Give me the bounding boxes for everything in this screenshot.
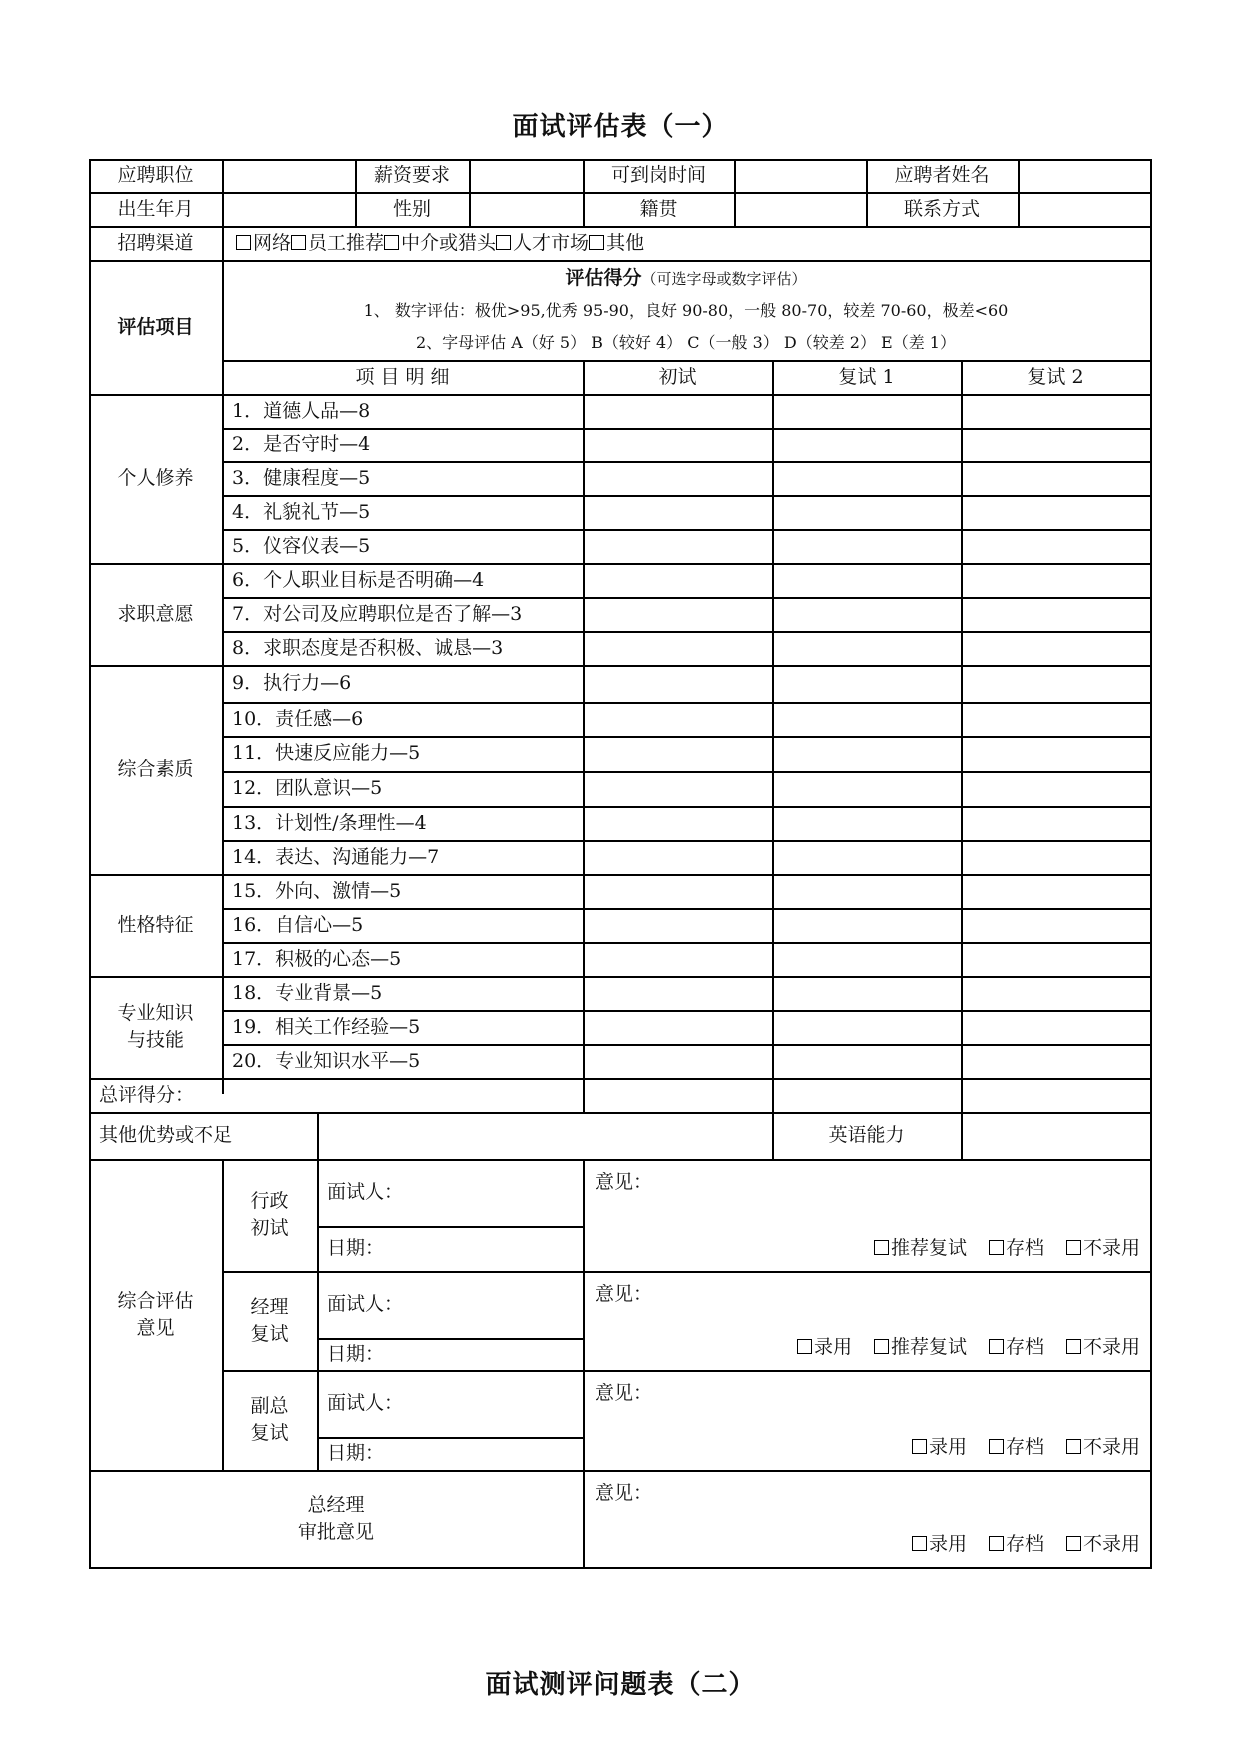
gm-approval-label (89, 1470, 583, 1567)
category-label: 综合素质 (117, 758, 194, 781)
total-third[interactable] (961, 1078, 1150, 1112)
score-cell-third[interactable] (961, 908, 1150, 942)
score-cell-third[interactable] (961, 840, 1150, 874)
date-field[interactable]: 日期： (327, 1237, 385, 1260)
item-detail: 13．计划性/条理性—4 (232, 811, 427, 834)
score-cell-second[interactable] (772, 529, 961, 563)
score-cell-first[interactable] (583, 563, 772, 597)
header-field[interactable] (222, 192, 355, 226)
category-label: 个人修养 (117, 467, 194, 490)
header-label: 联系方式 (903, 197, 980, 220)
header-field[interactable] (469, 192, 583, 226)
checkbox-icon (797, 1339, 812, 1354)
header-label: 应聘者姓名 (894, 164, 990, 187)
table-rule (583, 1078, 585, 1114)
header-field[interactable] (1018, 192, 1150, 226)
score-cell-first[interactable] (583, 874, 772, 908)
checkbox-label: 不录用 (1082, 1237, 1140, 1259)
header-field[interactable] (734, 192, 866, 226)
interviewer-field[interactable]: 面试人： (327, 1181, 404, 1204)
channel-checkbox[interactable] (236, 230, 291, 257)
score-cell-third[interactable] (961, 597, 1150, 631)
item-detail: 3．健康程度—5 (232, 466, 371, 489)
checkbox-label: 不录用 (1082, 1336, 1140, 1358)
decision-checkbox[interactable] (874, 1233, 967, 1260)
stage-label-line1: 行政 (250, 1190, 289, 1213)
item-detail: 5．仪容仪表—5 (232, 534, 371, 557)
checkbox-label: 存档 (1005, 1533, 1044, 1555)
opinion-label[interactable]: 意见： (595, 1171, 653, 1193)
stage-label (222, 1370, 317, 1470)
score-cell-first[interactable] (583, 736, 772, 771)
score-cell-first[interactable] (583, 806, 772, 840)
score-cell-second[interactable] (772, 631, 961, 665)
score-cell-first[interactable] (583, 840, 772, 874)
checkbox-icon (912, 1439, 927, 1454)
score-cell-second[interactable] (772, 702, 961, 736)
checkbox-label: 人才市场 (513, 231, 590, 254)
score-cell-first[interactable] (583, 461, 772, 495)
score-cell-second[interactable] (772, 771, 961, 806)
checkbox-label: 录用 (813, 1336, 852, 1358)
score-cell-third[interactable] (961, 428, 1150, 461)
checkbox-icon (291, 235, 306, 250)
header-label: 籍贯 (639, 197, 678, 220)
checkbox-icon (236, 235, 251, 250)
checkbox-icon (989, 1536, 1004, 1551)
score-cell-first[interactable] (583, 942, 772, 976)
opinion-label[interactable]: 意见： (595, 1382, 653, 1404)
item-detail: 8．求职态度是否积极、诚恳—3 (232, 636, 504, 659)
total-score-label: 总评得分： (99, 1083, 195, 1106)
checkbox-icon (1066, 1439, 1081, 1454)
stage-label-line1: 副总 (250, 1395, 289, 1418)
score-cell-third[interactable] (961, 1010, 1150, 1044)
item-detail: 2．是否守时—4 (232, 433, 371, 456)
stage-label (222, 1159, 317, 1271)
decision-checkbox[interactable] (1066, 1233, 1140, 1260)
gm-decision-options (912, 1529, 1140, 1556)
score-cell-first[interactable] (583, 665, 772, 702)
header-label: 应聘职位 (117, 164, 194, 187)
score-cell-second[interactable] (772, 1010, 961, 1044)
overall-label-line1: 综合评估 (117, 1289, 194, 1312)
score-cell-first[interactable] (583, 428, 772, 461)
score-legend (222, 262, 1150, 359)
header-label: 出生年月 (117, 197, 194, 220)
score-cell-second[interactable] (772, 1044, 961, 1078)
channel-checkbox[interactable] (496, 230, 589, 257)
checkbox-label: 存档 (1005, 1436, 1044, 1458)
score-cell-second[interactable] (772, 908, 961, 942)
decision-checkbox[interactable] (1066, 1332, 1140, 1359)
score-cell-third[interactable] (961, 976, 1150, 1010)
item-detail: 6．个人职业目标是否明确—4 (232, 568, 485, 591)
english-label: 英语能力 (828, 1124, 905, 1147)
interviewer-field[interactable]: 面试人： (327, 1392, 404, 1415)
score-rule-1: 1、 数字评估：极优>95,优秀 95-90，良好 90-80，一般 80-70，较差 70-60，极差<60 (363, 301, 1009, 320)
category-label-line1: 专业知识 (117, 1002, 194, 1025)
score-cell-second[interactable] (772, 942, 961, 976)
checkbox-label: 员工推荐 (308, 231, 385, 254)
channel-label: 招聘渠道 (117, 231, 194, 254)
score-cell-second[interactable] (772, 736, 961, 771)
checkbox-label: 其他 (606, 231, 645, 254)
decision-checkbox[interactable] (797, 1332, 852, 1359)
category-label (89, 976, 222, 1078)
score-cell-second[interactable] (772, 428, 961, 461)
header-field[interactable] (222, 159, 355, 192)
category-label: 性格特征 (117, 913, 194, 936)
score-cell-third[interactable] (961, 1044, 1150, 1078)
checkbox-icon (989, 1439, 1004, 1454)
decision-checkbox[interactable] (989, 1233, 1044, 1260)
score-cell-second[interactable] (772, 394, 961, 428)
stage-label (222, 1271, 317, 1370)
item-detail: 19．相关工作经验—5 (232, 1015, 421, 1038)
score-cell-first[interactable] (583, 631, 772, 665)
table-rule (583, 1159, 585, 1569)
checkbox-label: 推荐复试 (890, 1336, 967, 1358)
checkbox-label: 推荐复试 (890, 1237, 967, 1259)
item-detail: 1．道德人品—8 (232, 399, 371, 422)
score-cell-first[interactable] (583, 976, 772, 1010)
checkbox-label: 存档 (1005, 1336, 1044, 1358)
col-third-interview: 复试 2 (1027, 365, 1084, 388)
gm-opinion-label[interactable]: 意见： (595, 1482, 653, 1504)
score-cell-third[interactable] (961, 461, 1150, 495)
stage-label-line2: 复试 (250, 1422, 289, 1444)
col-item-detail: 项 目 明 细 (355, 365, 450, 388)
checkbox-label: 录用 (928, 1436, 967, 1458)
score-cell-first[interactable] (583, 908, 772, 942)
checkbox-icon (1066, 1536, 1081, 1551)
channel-checkbox[interactable] (291, 230, 384, 257)
score-cell-second[interactable] (772, 563, 961, 597)
score-cell-second[interactable] (772, 597, 961, 631)
decision-checkbox[interactable] (1066, 1432, 1140, 1459)
stage-label-line1: 经理 (250, 1295, 289, 1318)
checkbox-icon (1066, 1339, 1081, 1354)
score-cell-third[interactable] (961, 495, 1150, 529)
decision-checkbox[interactable] (912, 1529, 967, 1556)
score-cell-second[interactable] (772, 874, 961, 908)
overall-label (89, 1159, 222, 1470)
category-label: 求职意愿 (117, 602, 194, 625)
checkbox-icon (989, 1240, 1004, 1255)
item-detail: 18．专业背景—5 (232, 981, 383, 1004)
score-cell-first[interactable] (583, 597, 772, 631)
checkbox-icon (874, 1240, 889, 1255)
header-label: 可到岗时间 (610, 164, 706, 187)
score-cell-third[interactable] (961, 394, 1150, 428)
header-field[interactable] (469, 159, 583, 192)
checkbox-label: 不录用 (1082, 1533, 1140, 1555)
overall-label-line2: 意见 (136, 1316, 175, 1339)
score-cell-first[interactable] (583, 529, 772, 563)
decision-checkbox[interactable] (989, 1332, 1044, 1359)
channel-options (222, 226, 1150, 260)
checkbox-icon (874, 1339, 889, 1354)
english-field[interactable] (961, 1112, 1150, 1159)
item-detail: 4．礼貌礼节—5 (232, 500, 371, 523)
total-second[interactable] (772, 1078, 961, 1112)
decision-checkbox[interactable] (989, 1529, 1044, 1556)
next-form-title: 面试测评问题表（二） (485, 1670, 756, 1700)
header-label: 性别 (392, 197, 431, 220)
table-rule (89, 1567, 1152, 1569)
score-cell-second[interactable] (772, 495, 961, 529)
decision-options (912, 1432, 1140, 1459)
checkbox-icon (496, 235, 511, 250)
score-cell-second[interactable] (772, 806, 961, 840)
table-rule (1150, 159, 1152, 228)
score-cell-third[interactable] (961, 702, 1150, 736)
item-detail: 7．对公司及应聘职位是否了解—3 (232, 602, 523, 625)
channel-checkbox[interactable] (384, 230, 496, 257)
score-cell-first[interactable] (583, 771, 772, 806)
other-strengths-label: 其他优势或不足 (99, 1124, 233, 1147)
item-detail: 12．团队意识—5 (232, 777, 383, 800)
checkbox-label: 网络 (253, 231, 292, 254)
score-cell-third[interactable] (961, 942, 1150, 976)
item-detail: 10．责任感—6 (232, 707, 364, 730)
score-cell-third[interactable] (961, 631, 1150, 665)
score-cell-third[interactable] (961, 529, 1150, 563)
decision-checkbox[interactable] (912, 1432, 967, 1459)
checkbox-icon (1066, 1240, 1081, 1255)
decision-checkbox[interactable] (1066, 1529, 1140, 1556)
date-field[interactable]: 日期： (327, 1342, 385, 1365)
score-title: 评估得分 (565, 267, 642, 289)
score-cell-first[interactable] (583, 1044, 772, 1078)
checkbox-icon (989, 1339, 1004, 1354)
item-detail: 11．快速反应能力—5 (232, 742, 421, 765)
other-strengths-field[interactable] (317, 1112, 772, 1159)
score-cell-third[interactable] (961, 771, 1150, 806)
score-cell-third[interactable] (961, 806, 1150, 840)
header-field[interactable] (734, 159, 866, 192)
score-cell-second[interactable] (772, 461, 961, 495)
decision-checkbox[interactable] (989, 1432, 1044, 1459)
header-label: 薪资要求 (373, 164, 450, 187)
interviewer-field[interactable]: 面试人： (327, 1293, 404, 1316)
checkbox-label: 存档 (1005, 1237, 1044, 1259)
stage-label-line2: 初试 (250, 1217, 289, 1239)
score-cell-first[interactable] (583, 495, 772, 529)
col-first-interview: 初试 (658, 365, 697, 388)
score-note: （可选字母或数字评估） (641, 270, 807, 288)
stage-label-line2: 复试 (250, 1322, 289, 1345)
checkbox-label: 中介或猎头 (401, 231, 497, 254)
channel-checkbox[interactable] (589, 230, 644, 257)
decision-options (874, 1233, 1140, 1260)
col-second-interview: 复试 1 (838, 365, 895, 388)
score-cell-third[interactable] (961, 736, 1150, 771)
total-first[interactable] (583, 1078, 772, 1112)
form-title: 面试评估表（一） (512, 112, 729, 142)
score-cell-second[interactable] (772, 976, 961, 1010)
item-detail: 16．自信心—5 (232, 913, 364, 936)
checkbox-icon (384, 235, 399, 250)
score-cell-third[interactable] (961, 665, 1150, 702)
score-cell-third[interactable] (961, 874, 1150, 908)
checkbox-label: 不录用 (1082, 1436, 1140, 1458)
checkbox-icon (589, 235, 604, 250)
category-label-line2: 与技能 (126, 1029, 184, 1051)
score-cell-second[interactable] (772, 665, 961, 702)
decision-options (797, 1332, 1140, 1359)
checkbox-label: 录用 (928, 1533, 967, 1555)
item-detail: 15．外向、激情—5 (232, 879, 402, 902)
score-cell-third[interactable] (961, 563, 1150, 597)
decision-checkbox[interactable] (874, 1332, 967, 1359)
opinion-label[interactable]: 意见： (595, 1283, 653, 1305)
item-detail: 20．专业知识水平—5 (232, 1049, 421, 1072)
checkbox-icon (912, 1536, 927, 1551)
score-cell-first[interactable] (583, 1010, 772, 1044)
date-field[interactable]: 日期： (327, 1442, 385, 1465)
eval-item-label: 评估项目 (117, 315, 194, 338)
gm-approval-label-line2: 审批意见 (297, 1520, 374, 1543)
score-rule-2: 2、字母评估 A（好 5） B（较好 4） C（一般 3） D（较差 2） E（差 1） (415, 333, 956, 352)
score-cell-first[interactable] (583, 394, 772, 428)
score-cell-second[interactable] (772, 840, 961, 874)
score-cell-first[interactable] (583, 702, 772, 736)
item-detail: 17．积极的心态—5 (232, 947, 402, 970)
header-field[interactable] (1018, 159, 1150, 192)
item-detail: 9．执行力—6 (232, 672, 352, 695)
item-detail: 14．表达、沟通能力—7 (232, 845, 440, 868)
gm-approval-label-line1: 总经理 (307, 1493, 365, 1516)
